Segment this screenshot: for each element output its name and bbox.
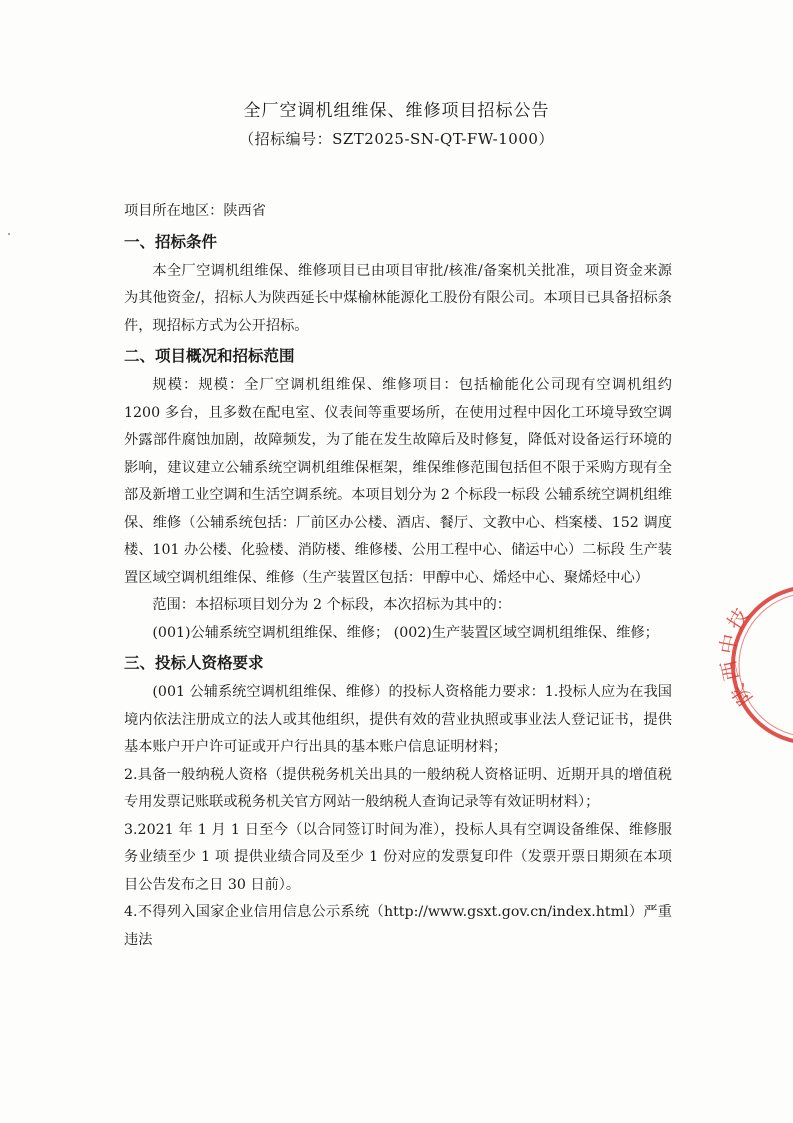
seal-text-path: 陕西中技 bbox=[715, 600, 758, 710]
paragraph-qualification-1: (001 公辅系统空调机组维保、维修）的投标人资格能力要求：1.投标人应为在我国境内依法注册成立的法人或其他组织，提供有效的营业执照或事业法人登记证书，提供基本账户开户许可证或开户行出具的基本账户信息证明材料； bbox=[124, 684, 672, 755]
company-seal bbox=[715, 580, 793, 750]
section-heading-bidder-qualifications: 三、投标人资格要求 bbox=[124, 654, 264, 672]
section-heading-tender-conditions: 一、招标条件 bbox=[124, 232, 218, 251]
paragraph-lots: (001)公辅系统空调机组维保、维修； (002)生产装置区域空调机组维保、维修； bbox=[152, 624, 659, 641]
project-region: 项目所在地区：陕西省 bbox=[124, 203, 266, 219]
section-heading-project-overview: 二、项目概况和招标范围 bbox=[124, 347, 295, 365]
paragraph-tender-conditions: 本全厂空调机组维保、维修项目已由项目审批/核准/备案机关批准，项目资金来源为其他资金/，招标人为陕西延长中煤榆林能源化工股份有限公司。本项目已具备招标条件，现招标方式为公开招标。 bbox=[124, 262, 672, 334]
paragraph-project-scale: 规模：规模：全厂空调机组维保、维修项目：包括榆能化公司现有空调机组约 1200 多台，且多数在配电室、仪表间等重要场所，在使用过程中因化工环境导致空调外露部件腐蚀加剧，故障频发，为了能在发生故障后及时修复，降低对设备运行环境的影响，建议建立公辅系统空调机组维保框架，维保维修范围包括但不限于采购方现有全部及新增工业空调和生活空调系统。本项目划分为 2 个标段一标段 公辅系统空调机组维保、维修（公辅系统包括：厂前区办公楼、酒店、餐厅、文教中心、档案楼、152 调度楼、101 办公楼、化验楼、消防楼、维修楼、公用工程中心、储运中心）二标段 生产装置区域空调机组维保、维修（生产装置区包括：甲醇中心、烯烃中心、聚烯烃中心） bbox=[124, 377, 672, 586]
scan-speck bbox=[8, 233, 10, 235]
document-title: 全厂空调机组维保、维修项目招标公告 bbox=[243, 101, 550, 121]
paragraph-qualification-3: 3.2021 年 1 月 1 日至今（以合同签订时间为准），投标人具有空调设备维保、维修服务业绩至少 1 项 提供业绩合同及至少 1 份对应的发票复印件（发票开票日期须在本项目公告发布之日 30 日前）。 bbox=[124, 821, 672, 893]
paragraph-qualification-4: 4.不得列入国家企业信用信息公示系统（http://www.gsxt.gov.cn/index.html）严重违法 bbox=[124, 904, 672, 948]
seal-text bbox=[715, 601, 757, 710]
tender-number: （招标编号：SZT2025-SN-QT-FW-1000） bbox=[239, 130, 554, 148]
document-body bbox=[124, 198, 672, 954]
paragraph-project-scope: 范围：本招标项目划分为 2 个标段，本次招标为其中的： bbox=[152, 597, 511, 613]
paragraph-qualification-2: 2.具备一般纳税人资格（提供税务机关出具的一般纳税人资格证明、近期开具的增值税专用发票记账联或税务机关官方网站一般纳税人查询记录等有效证明材料）； bbox=[124, 766, 672, 810]
